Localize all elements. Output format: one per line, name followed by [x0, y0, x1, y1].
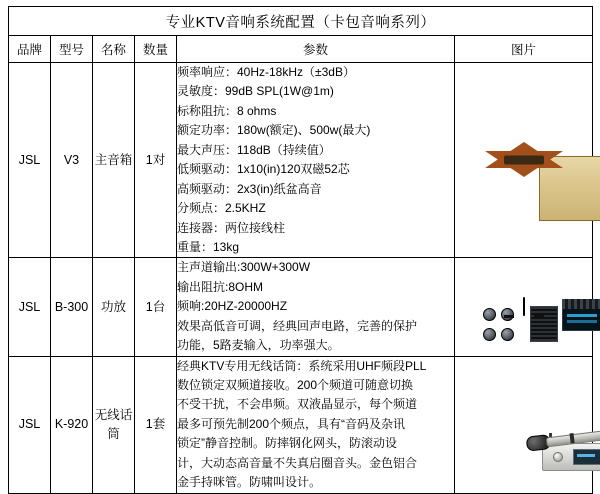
column-header-picture: 图片: [455, 36, 593, 63]
table-row: [9, 63, 593, 258]
table-header-row: [9, 36, 593, 63]
column-header-brand: 品牌: [9, 36, 51, 63]
cell-name: 功放: [93, 258, 135, 356]
cell-model: K-920: [51, 356, 93, 493]
cell-quantity: 1台: [135, 258, 177, 356]
cell-name: 无线话筒: [93, 356, 135, 493]
cell-name: 主音箱: [93, 63, 135, 258]
cell-quantity: 1对: [135, 63, 177, 258]
cell-picture: [455, 63, 593, 258]
column-header-name: 名称: [93, 36, 135, 63]
cell-brand: JSL: [9, 258, 51, 356]
cell-picture: [455, 356, 593, 493]
column-header-model: 型号: [51, 36, 93, 63]
cell-parameters: 经典KTV专用无线话筒：系统采用UHF频段PLL 数位锁定双频道接收。200个频道可随意切换 不受干扰，不会串频。双液晶显示，每个频道 最多可预先制200个频点，具有“音码及杂讯 锁定”静音控制。防摔钢化网头，防滚动设 计，大动态高音量不失真启圈音头。金色铝合 金手持咪管。防啸叫设计。: [177, 356, 455, 493]
product-spec-table: [8, 6, 593, 494]
column-header-quantity: 数量: [135, 36, 177, 63]
table-title-row: [9, 7, 593, 36]
cell-parameters: 频率响应：40Hz-18kHz（±3dB） 灵敏度：99dB SPL(1W@1m) 标称阻抗：8 ohms 额定功率：180w(额定)、500w(最大) 最大声压：118dB（持续值） 低频驱动：1x10(in)120双磁52芯 高频驱动：2x3(in)纸盆高音 分频点：2.5KHZ 连接器：两位接线柱 重量：13kg: [177, 63, 455, 258]
table-row: [9, 356, 593, 493]
cell-quantity: 1套: [135, 356, 177, 493]
cell-picture: [455, 258, 593, 356]
cell-model: B-300: [51, 258, 93, 356]
cell-model: V3: [51, 63, 93, 258]
column-header-parameters: 参数: [177, 36, 455, 63]
cell-brand: JSL: [9, 63, 51, 258]
table-row: [9, 258, 593, 356]
cell-parameters: 主声道输出:300W+300W 输出阻抗:8OHM 频响:20HZ-20000HZ 效果高低音可调，经典回声电路，完善的保护 功能，5路麦输入，功率强大。: [177, 258, 455, 356]
cell-brand: JSL: [9, 356, 51, 493]
page-title: 专业KTV音响系统配置（卡包音响系列）: [9, 7, 593, 36]
